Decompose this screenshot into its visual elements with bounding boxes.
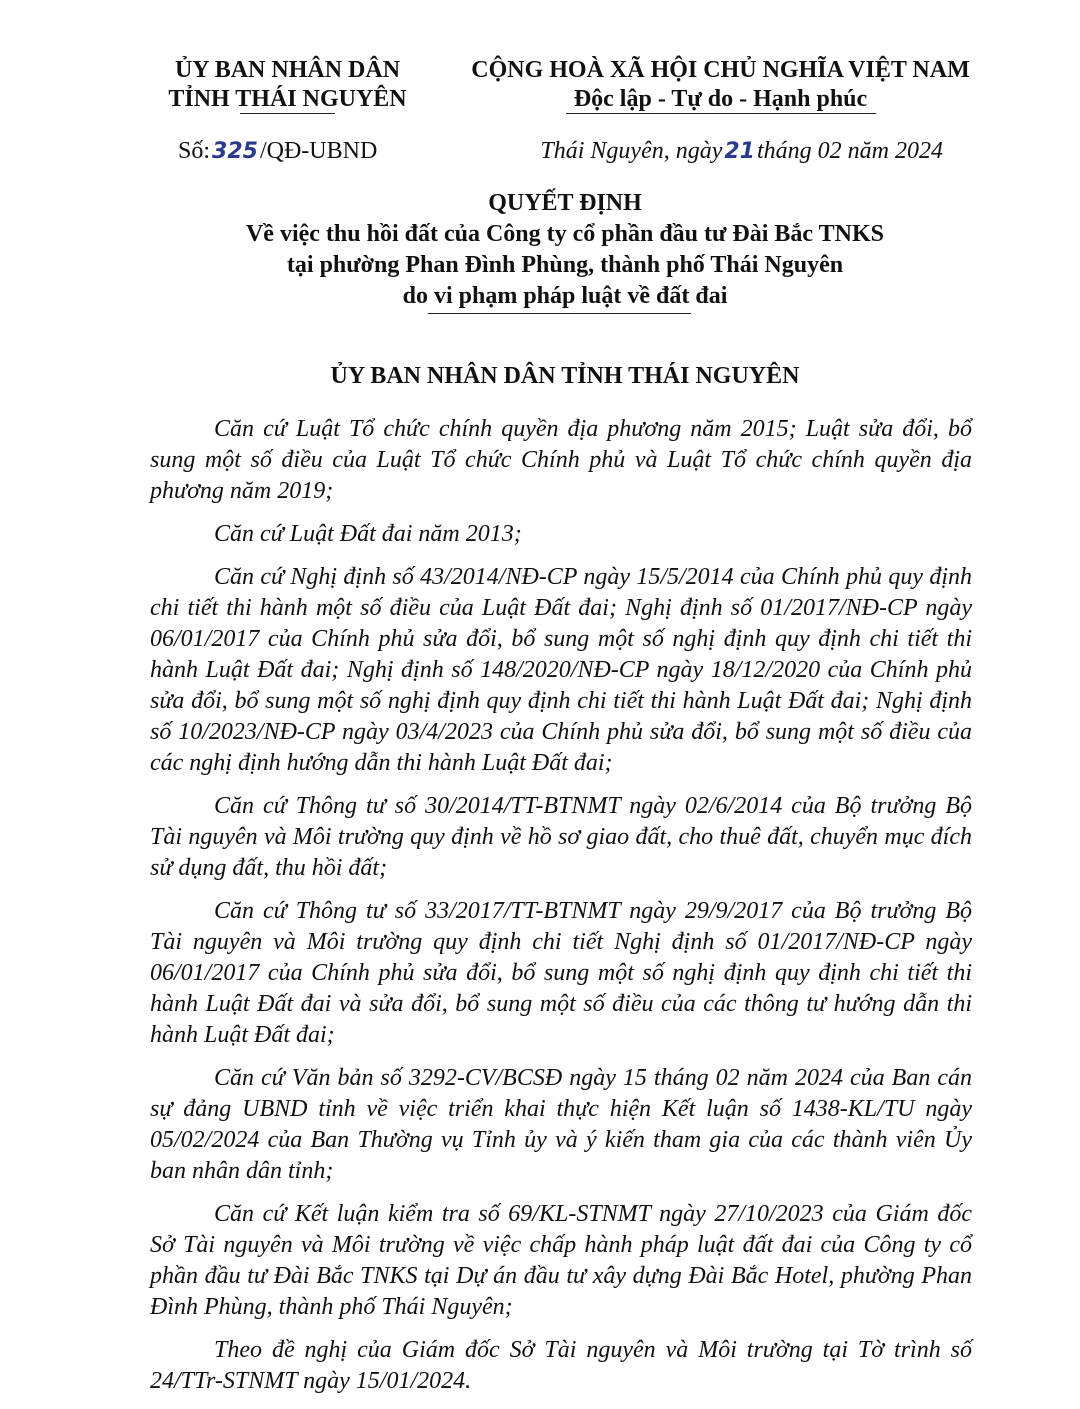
decision-subject-line1: Về việc thu hồi đất của Công ty cổ phần đầu tư Đài Bắc TNKS bbox=[245, 221, 885, 247]
place-date bbox=[540, 137, 943, 166]
paragraph: Căn cứ Thông tư số 33/2017/TT-BTNMT ngày 29/9/2017 của Bộ trưởng Bộ Tài nguyên và Môi trường quy định chi tiết Nghị định số 01/2017/NĐ-CP ngày 06/01/2017 của Chính phủ sửa đổi, bổ sung một số nghị định quy định chi tiết thi hành Luật Đất đai và sửa đổi, bổ sung một số điều của các thông tư hướng dẫn thi hành Luật Đất đai; bbox=[150, 898, 972, 1048]
paragraph: Căn cứ Thông tư số 30/2014/TT-BTNMT ngày 02/6/2014 của Bộ trưởng Bộ Tài nguyên và Môi trường quy định về hồ sơ giao đất, cho thuê đất, chuyển mục đích sử dụng đất, thu hồi đất; bbox=[150, 793, 972, 881]
agency-province: TỈNH THÁI NGUYÊN bbox=[168, 86, 407, 112]
document-body bbox=[150, 414, 972, 1409]
issuing-authority: ỦY BAN NHÂN DÂN TỈNH THÁI NGUYÊN bbox=[330, 363, 800, 389]
paragraph: Căn cứ Văn bản số 3292-CV/BCSĐ ngày 15 tháng 02 năm 2024 của Ban cán sự đảng UBND tỉnh về việc triển khai thực hiện Kết luận số 1438-KL/TU ngày 05/02/2024 của Ban Thường vụ Tỉnh ủy và ý kiến tham gia của các thành viên Ủy ban nhân dân tỉnh; bbox=[150, 1065, 972, 1184]
doc-number-prefix: Số: bbox=[178, 138, 211, 164]
doc-number-handwritten: 325 bbox=[212, 139, 258, 164]
agency-header bbox=[150, 56, 425, 114]
decision-subject-line3: do vi phạm pháp luật về đất đai bbox=[402, 283, 728, 309]
decision-title bbox=[150, 188, 980, 312]
decision-heading: QUYẾT ĐỊNH bbox=[488, 190, 642, 216]
national-header bbox=[458, 56, 983, 114]
agency-underline bbox=[240, 113, 335, 114]
paragraph: Căn cứ Kết luận kiểm tra số 69/KL-STNMT ngày 27/10/2023 của Giám đốc Sở Tài nguyên và Môi trường về việc chấp hành pháp luật đất đai của Công ty cổ phần đầu tư Đài Bắc TNKS tại Dự án đầu tư xây dựng Đài Bắc Hotel, phường Phan Đình Phùng, thành phố Thái Nguyên; bbox=[150, 1201, 972, 1320]
paragraph: Theo đề nghị của Giám đốc Sở Tài nguyên và Môi trường tại Tờ trình số 24/TTr-STNMT ngày 15/01/2024. bbox=[150, 1337, 972, 1394]
place-date-rest: tháng 02 năm 2024 bbox=[757, 138, 943, 164]
national-title: CỘNG HOÀ XÃ HỘI CHỦ NGHĨA VIỆT NAM bbox=[471, 57, 970, 83]
paragraph: Căn cứ Nghị định số 43/2014/NĐ-CP ngày 15/5/2014 của Chính phủ quy định chi tiết thi hành một số điều của Luật Đất đai; Nghị định số 01/2017/NĐ-CP ngày 06/01/2017 của Chính phủ sửa đổi, bổ sung một số nghị định quy định chi tiết thi hành Luật Đất đai; Nghị định số 148/2020/NĐ-CP ngày 18/12/2020 của Chính phủ sửa đổi, bổ sung một số nghị định quy định chi tiết thi hành Luật Đất đai; Nghị định số 10/2023/NĐ-CP ngày 03/4/2023 của Chính phủ sửa đổi, bổ sung một số điều của các nghị định hướng dẫn thi hành Luật Đất đai; bbox=[150, 564, 972, 776]
motto-underline bbox=[566, 113, 876, 114]
decision-subject-line2: tại phường Phan Đình Phùng, thành phố Thái Nguyên bbox=[286, 252, 844, 278]
paragraph: Căn cứ Luật Tổ chức chính quyền địa phương năm 2015; Luật sửa đổi, bổ sung một số điều của Luật Tổ chức Chính phủ và Luật Tổ chức chính quyền địa phương năm 2019; bbox=[150, 416, 972, 504]
agency-name: ỦY BAN NHÂN DÂN bbox=[174, 57, 401, 83]
national-motto: Độc lập - Tự do - Hạnh phúc bbox=[573, 86, 868, 112]
date-day-handwritten: 21 bbox=[724, 139, 755, 164]
document-number bbox=[178, 137, 377, 166]
paragraph: Căn cứ Luật Đất đai năm 2013; bbox=[214, 521, 522, 547]
doc-number-suffix: /QĐ-UBND bbox=[259, 138, 378, 164]
place-date-prefix: Thái Nguyên, ngày bbox=[540, 138, 723, 164]
title-underline bbox=[428, 313, 691, 314]
